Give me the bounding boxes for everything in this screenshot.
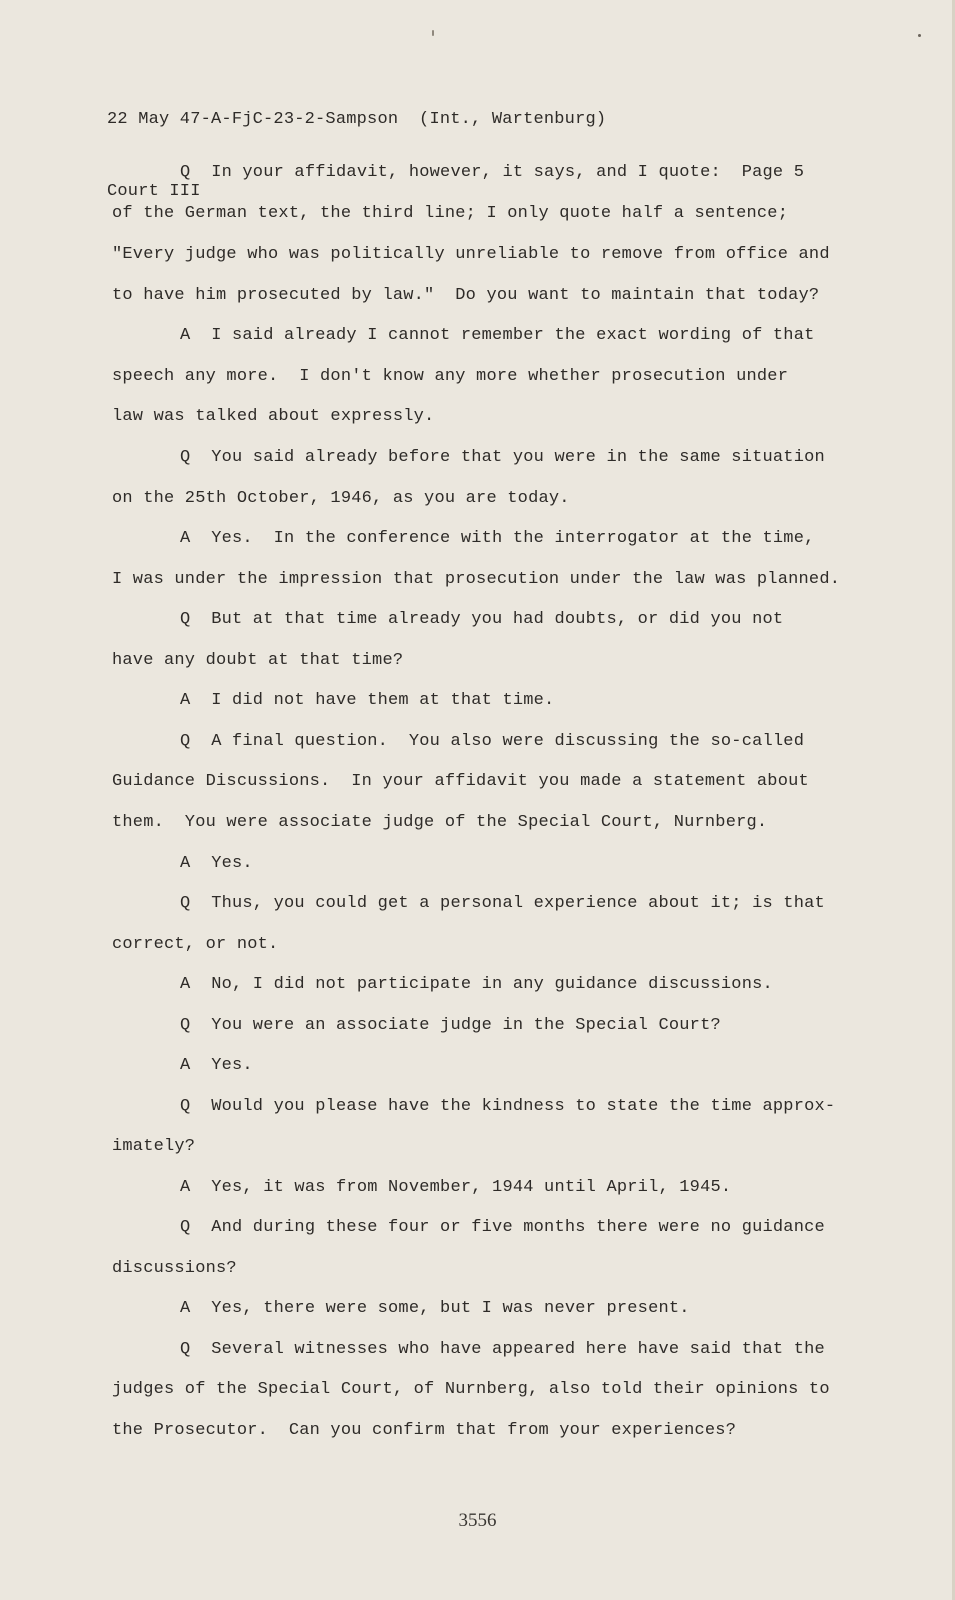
transcript-line: Q Several witnesses who have appeared here have said that the <box>180 1340 825 1359</box>
transcript-line: correct, or not. <box>112 935 279 954</box>
transcript-line: discussions? <box>112 1259 237 1278</box>
transcript-line: A I said already I cannot remember the exact wording of that <box>180 326 815 345</box>
transcript-line: Q You said already before that you were in the same situation <box>180 448 825 467</box>
transcript-line: A No, I did not participate in any guidance discussions. <box>180 975 773 994</box>
transcript-line: speech any more. I don't know any more whether prosecution under <box>112 367 789 386</box>
paper-speck <box>918 34 921 37</box>
transcript-line: Q You were an associate judge in the Special Court? <box>180 1016 721 1035</box>
transcript-line: A Yes, there were some, but I was never present. <box>180 1299 690 1318</box>
transcript-line: law was talked about expressly. <box>112 407 435 426</box>
header-reference-line: 22 May 47-A-FjC-23-2-Sampson (Int., Wartenburg) <box>107 110 607 129</box>
header-court-line: Court III <box>107 182 201 201</box>
transcript-line: Q But at that time already you had doubts, or did you not <box>180 610 784 629</box>
transcript-line: have any doubt at that time? <box>112 651 404 670</box>
paper-mark <box>432 30 434 36</box>
transcript-line: A Yes. <box>180 854 253 873</box>
transcript-line: Q In your affidavit, however, it says, and I quote: Page 5 <box>180 163 805 182</box>
transcript-line: the Prosecutor. Can you confirm that from your experiences? <box>112 1421 737 1440</box>
transcript-line: Q Thus, you could get a personal experience about it; is that <box>180 894 825 913</box>
transcript-line: Q And during these four or five months there were no guidance <box>180 1218 825 1237</box>
transcript-line: judges of the Special Court, of Nurnberg, also told their opinions to <box>112 1380 830 1399</box>
page-number: 3556 <box>458 1510 497 1531</box>
document-header <box>107 60 606 252</box>
transcript-line: I was under the impression that prosecution under the law was planned. <box>112 570 841 589</box>
transcript-line: them. You were associate judge of the Special Court, Nurnberg. <box>112 813 768 832</box>
transcript-line: A I did not have them at that time. <box>180 691 555 710</box>
transcript-line: to have him prosecuted by law." Do you want to maintain that today? <box>112 286 820 305</box>
transcript-line: Q A final question. You also were discussing the so-called <box>180 732 805 751</box>
transcript-line: A Yes. <box>180 1056 253 1075</box>
transcript-line: imately? <box>112 1137 196 1156</box>
transcript-line: Q Would you please have the kindness to state the time approx- <box>180 1097 836 1116</box>
transcript-line: A Yes. In the conference with the interrogator at the time, <box>180 529 815 548</box>
transcript-line: "Every judge who was politically unreliable to remove from office and <box>112 245 830 264</box>
transcript-line: on the 25th October, 1946, as you are today. <box>112 489 570 508</box>
transcript-line: A Yes, it was from November, 1944 until April, 1945. <box>180 1178 732 1197</box>
transcript-line: of the German text, the third line; I only quote half a sentence; <box>112 204 789 223</box>
transcript-line: Guidance Discussions. In your affidavit you made a statement about <box>112 772 809 791</box>
